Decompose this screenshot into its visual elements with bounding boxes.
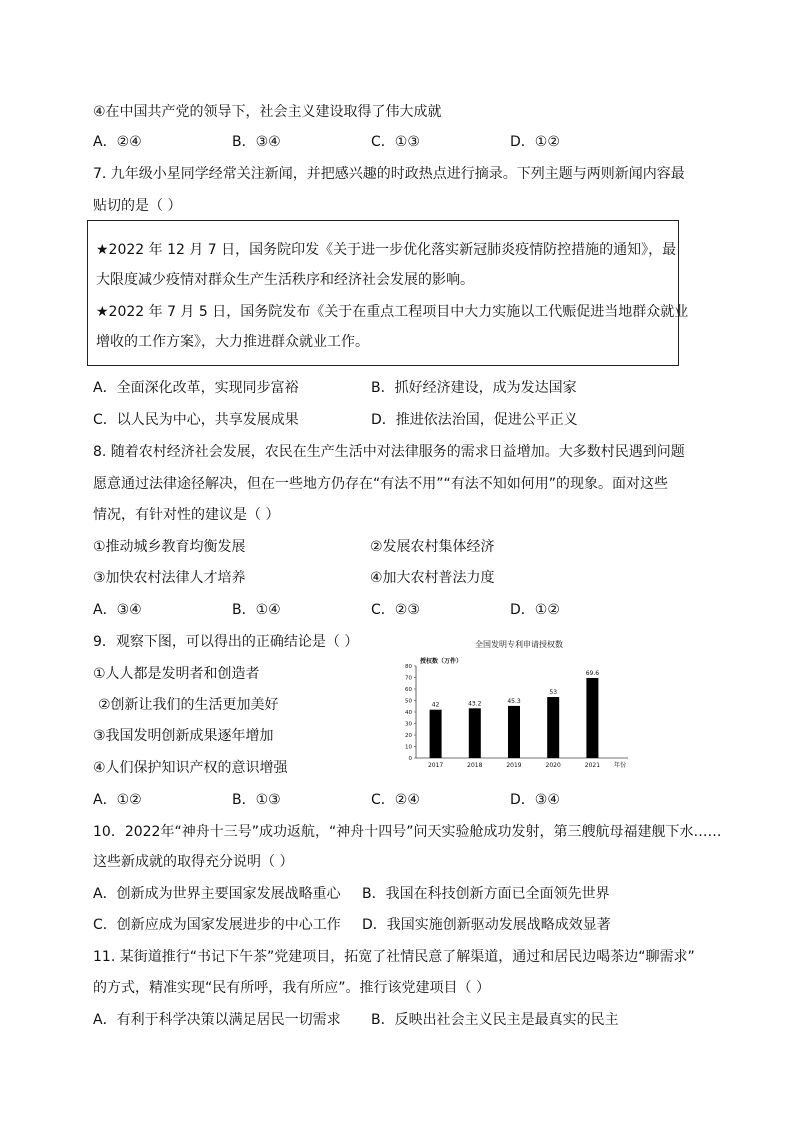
x-tick-label-2020: 2020 xyxy=(545,762,561,769)
x-tick-label-2019: 2019 xyxy=(506,762,522,769)
q8-option-b[interactable]: B．①④ xyxy=(232,602,281,618)
y-tick-label: 30 xyxy=(405,721,412,728)
q9-option-a[interactable]: A．①② xyxy=(93,792,142,808)
q6-option-d[interactable]: D．①② xyxy=(510,134,560,150)
patent-chart xyxy=(396,636,642,774)
q9-statement-2: ②创新让我们的生活更加美好 xyxy=(98,697,279,713)
q10-option-a[interactable]: A．创新成为世界主要国家发展战略重心 xyxy=(93,886,341,902)
data-label-2019: 45.3 xyxy=(507,697,521,705)
q10-option-d[interactable]: D．我国实施创新驱动发展战略成效显著 xyxy=(362,917,611,933)
y-tick-label: 0 xyxy=(408,756,412,762)
q7-option-a[interactable]: A．全面深化改革，实现同步富裕 xyxy=(93,380,299,396)
chart-plot xyxy=(396,636,642,774)
chart-title: 全国发明专利申请授权数 xyxy=(475,640,563,649)
question-11-stem: 11. 某街道推行“书记下午茶”党建项目，拓宽了社情民意了解渠道，通过和居民边喝茶边“聊需求” xyxy=(93,949,695,965)
question-10-stem-cont: 这些新成就的取得充分说明（ ） xyxy=(93,854,294,870)
q8-option-c[interactable]: C．②③ xyxy=(371,602,420,618)
x-tick-label-2021: 2021 xyxy=(584,762,601,769)
question-8-stem-cont-2: 情况，有针对性的建议是（ ） xyxy=(93,507,280,523)
q8-statement-4: ④加大农村普法力度 xyxy=(370,570,495,586)
q8-option-a[interactable]: A．③④ xyxy=(93,602,142,618)
news-excerpt-box xyxy=(87,220,689,366)
q7-option-c[interactable]: C．以人民为中心，共享发展成果 xyxy=(93,412,299,428)
q7-option-b[interactable]: B．抓好经济建设，成为发达国家 xyxy=(371,380,577,396)
question-7-stem-cont: 贴切的是（ ） xyxy=(93,198,182,214)
y-axis-label: 授权数（万件） xyxy=(420,658,463,665)
q9-option-b[interactable]: B．①③ xyxy=(232,792,281,808)
y-tick-label: 40 xyxy=(405,710,412,716)
news-line-1: ★2022 年 12 月 7 日，国务院印发《关于进一步优化落实新冠肺炎疫情防控措施的通知》，最 xyxy=(96,242,677,258)
bar-2018 xyxy=(469,708,481,758)
q10-option-b[interactable]: B．我国在科技创新方面已全面领先世界 xyxy=(362,886,610,902)
q9-statement-1: ①人人都是发明者和创造者 xyxy=(93,666,260,682)
q6-option-b[interactable]: B．③④ xyxy=(232,134,281,150)
q8-option-d[interactable]: D．①② xyxy=(510,602,560,618)
question-7-stem: 7. 九年级小星同学经常关注新闻，并把感兴趣的时政热点进行摘录。下列主题与两则新闻内容最 xyxy=(93,166,685,182)
statement-4-q6: ④在中国共产党的领导下，社会主义建设取得了伟大成就 xyxy=(93,104,442,120)
y-tick-label: 70 xyxy=(405,675,412,682)
y-tick-label: 20 xyxy=(405,733,412,739)
y-tick-label: 10 xyxy=(405,744,412,751)
data-label-2018: 43.2 xyxy=(468,700,482,708)
news-line-3: ★2022 年 7 月 5 日，国务院发布《关于在重点工程项目中大力实施以工代赈促进当地群众就业 xyxy=(96,304,689,320)
bar-2020 xyxy=(547,697,559,758)
question-10-stem: 10．2022年“神舟十三号”成功返航，“神舟十四号”问天实验舱成功发射，第三艘航母福建舰下水…… xyxy=(93,824,722,840)
q8-statement-2: ②发展农村集体经济 xyxy=(370,539,495,555)
q9-option-d[interactable]: D．③④ xyxy=(510,792,560,808)
q10-option-c[interactable]: C．创新应成为国家发展进步的中心工作 xyxy=(93,917,341,933)
q11-option-a[interactable]: A．有利于科学决策以满足居民一切需求 xyxy=(93,1012,341,1028)
q8-statement-3: ③加快农村法律人才培养 xyxy=(93,570,246,586)
q6-option-a[interactable]: A．②④ xyxy=(93,134,142,150)
bar-2017 xyxy=(430,710,442,758)
x-tick-label-2017: 2017 xyxy=(427,762,444,769)
data-label-2017: 42 xyxy=(431,701,440,709)
q9-statement-3: ③我国发明创新成果逐年增加 xyxy=(93,728,274,744)
y-tick-label: 60 xyxy=(405,687,412,693)
q11-option-b[interactable]: B．反映出社会主义民主是最真实的民主 xyxy=(371,1012,619,1028)
y-tick-label: 50 xyxy=(405,698,412,705)
q9-statement-4: ④人们保护知识产权的意识增强 xyxy=(93,760,288,776)
q8-statement-1: ①推动城乡教育均衡发展 xyxy=(93,539,246,555)
q7-option-d[interactable]: D．推进依法治国，促进公平正义 xyxy=(371,412,578,428)
q9-option-c[interactable]: C．②④ xyxy=(371,792,420,808)
q6-option-c[interactable]: C．①③ xyxy=(371,134,420,150)
question-8-stem-cont-1: 愿意通过法律途径解决，但在一些地方仍存在“有法不用”“有法不知如何用”的现象。面对这些 xyxy=(93,476,669,492)
question-9-stem: 9．观察下图，可以得出的正确结论是（ ） xyxy=(93,634,359,650)
y-tick-label: 80 xyxy=(405,664,412,670)
question-11-stem-cont: 的方式，精准实现“民有所呼，我有所应”。推行该党建项目（ ） xyxy=(93,980,490,996)
x-tick-label-2018: 2018 xyxy=(467,762,483,769)
data-label-2021: 69.6 xyxy=(585,669,600,677)
question-8-stem: 8. 随着农村经济社会发展，农民在生产生活中对法律服务的需求日益增加。大多数村民遇到问题 xyxy=(93,444,685,460)
news-line-4: 增收的工作方案》，大力推进群众就业工作。 xyxy=(96,334,369,350)
x-axis-label: 年份 xyxy=(614,762,627,769)
bar-2019 xyxy=(508,706,520,758)
news-line-2: 大限度减少疫情对群众生产生活秩序和经济社会发展的影响。 xyxy=(96,272,474,288)
bar-2021 xyxy=(586,678,598,758)
data-label-2020: 53 xyxy=(549,689,558,697)
